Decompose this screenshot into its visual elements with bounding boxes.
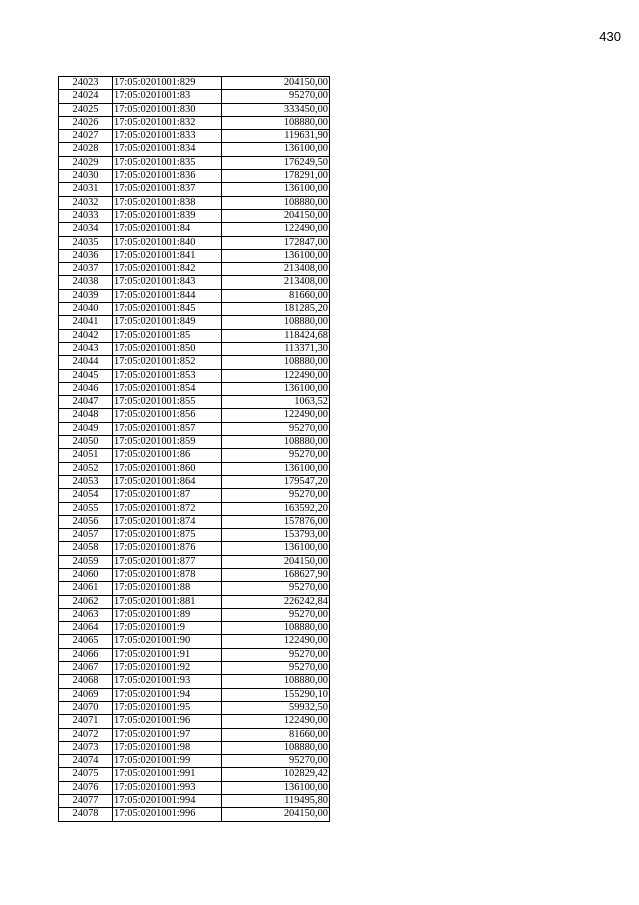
table-row bbox=[59, 741, 330, 754]
cadastral-value-cell: 119495,80 bbox=[222, 795, 330, 808]
table-row bbox=[59, 90, 330, 103]
cadastral-value-cell: 122490,00 bbox=[222, 635, 330, 648]
table-row bbox=[59, 249, 330, 262]
table-row bbox=[59, 675, 330, 688]
cadastral-number-cell: 17:05:0201001:836 bbox=[113, 170, 222, 183]
table-row bbox=[59, 768, 330, 781]
cadastral-number-cell: 17:05:0201001:853 bbox=[113, 369, 222, 382]
row-number-cell: 24023 bbox=[59, 77, 113, 90]
row-number-cell: 24046 bbox=[59, 382, 113, 395]
cadastral-number-cell: 17:05:0201001:872 bbox=[113, 502, 222, 515]
row-number-cell: 24027 bbox=[59, 130, 113, 143]
cadastral-value-cell: 163592,20 bbox=[222, 502, 330, 515]
cadastral-number-cell: 17:05:0201001:86 bbox=[113, 449, 222, 462]
row-number-cell: 24068 bbox=[59, 675, 113, 688]
table-row bbox=[59, 608, 330, 621]
row-number-cell: 24055 bbox=[59, 502, 113, 515]
row-number-cell: 24041 bbox=[59, 316, 113, 329]
cadastral-number-cell: 17:05:0201001:994 bbox=[113, 795, 222, 808]
cadastral-number-cell: 17:05:0201001:90 bbox=[113, 635, 222, 648]
cadastral-number-cell: 17:05:0201001:845 bbox=[113, 303, 222, 316]
table-row bbox=[59, 143, 330, 156]
cadastral-number-cell: 17:05:0201001:97 bbox=[113, 728, 222, 741]
cadastral-number-cell: 17:05:0201001:837 bbox=[113, 183, 222, 196]
cadastral-value-cell: 1063,52 bbox=[222, 396, 330, 409]
row-number-cell: 24056 bbox=[59, 515, 113, 528]
row-number-cell: 24024 bbox=[59, 90, 113, 103]
cadastral-number-cell: 17:05:0201001:830 bbox=[113, 103, 222, 116]
cadastral-value-cell: 333450,00 bbox=[222, 103, 330, 116]
cadastral-number-cell: 17:05:0201001:98 bbox=[113, 741, 222, 754]
table-row bbox=[59, 781, 330, 794]
row-number-cell: 24025 bbox=[59, 103, 113, 116]
table-row bbox=[59, 728, 330, 741]
row-number-cell: 24069 bbox=[59, 688, 113, 701]
table-row bbox=[59, 329, 330, 342]
cadastral-number-cell: 17:05:0201001:832 bbox=[113, 116, 222, 129]
cadastral-number-cell: 17:05:0201001:843 bbox=[113, 276, 222, 289]
row-number-cell: 24063 bbox=[59, 608, 113, 621]
cadastral-value-cell: 95270,00 bbox=[222, 755, 330, 768]
table-row bbox=[59, 582, 330, 595]
row-number-cell: 24070 bbox=[59, 701, 113, 714]
row-number-cell: 24030 bbox=[59, 170, 113, 183]
cadastral-number-cell: 17:05:0201001:834 bbox=[113, 143, 222, 156]
table-row bbox=[59, 475, 330, 488]
cadastral-value-cell: 176249,50 bbox=[222, 156, 330, 169]
cadastral-value-cell: 204150,00 bbox=[222, 555, 330, 568]
cadastral-number-cell: 17:05:0201001:844 bbox=[113, 289, 222, 302]
cadastral-value-cell: 136100,00 bbox=[222, 542, 330, 555]
cadastral-value-cell: 168627,90 bbox=[222, 568, 330, 581]
row-number-cell: 24042 bbox=[59, 329, 113, 342]
table-row bbox=[59, 595, 330, 608]
table-row bbox=[59, 568, 330, 581]
row-number-cell: 24047 bbox=[59, 396, 113, 409]
cadastral-number-cell: 17:05:0201001:83 bbox=[113, 90, 222, 103]
cadastral-value-cell: 204150,00 bbox=[222, 77, 330, 90]
cadastral-number-cell: 17:05:0201001:829 bbox=[113, 77, 222, 90]
cadastral-value-cell: 122490,00 bbox=[222, 369, 330, 382]
row-number-cell: 24037 bbox=[59, 263, 113, 276]
row-number-cell: 24043 bbox=[59, 342, 113, 355]
cadastral-number-cell: 17:05:0201001:849 bbox=[113, 316, 222, 329]
row-number-cell: 24051 bbox=[59, 449, 113, 462]
table-row bbox=[59, 542, 330, 555]
table-row bbox=[59, 356, 330, 369]
cadastral-number-cell: 17:05:0201001:95 bbox=[113, 701, 222, 714]
table-row bbox=[59, 701, 330, 714]
cadastral-number-cell: 17:05:0201001:89 bbox=[113, 608, 222, 621]
cadastral-number-cell: 17:05:0201001:854 bbox=[113, 382, 222, 395]
table-row bbox=[59, 130, 330, 143]
cadastral-number-cell: 17:05:0201001:860 bbox=[113, 462, 222, 475]
table-row bbox=[59, 462, 330, 475]
cadastral-value-cell: 204150,00 bbox=[222, 808, 330, 821]
cadastral-value-cell: 95270,00 bbox=[222, 662, 330, 675]
row-number-cell: 24078 bbox=[59, 808, 113, 821]
cadastral-value-cell: 95270,00 bbox=[222, 608, 330, 621]
cadastral-value-cell: 108880,00 bbox=[222, 622, 330, 635]
cadastral-number-cell: 17:05:0201001:93 bbox=[113, 675, 222, 688]
table-row bbox=[59, 156, 330, 169]
table-body bbox=[59, 77, 330, 822]
row-number-cell: 24029 bbox=[59, 156, 113, 169]
cadastral-number-cell: 17:05:0201001:881 bbox=[113, 595, 222, 608]
cadastral-number-cell: 17:05:0201001:85 bbox=[113, 329, 222, 342]
row-number-cell: 24074 bbox=[59, 755, 113, 768]
cadastral-value-cell: 172847,00 bbox=[222, 236, 330, 249]
cadastral-value-cell: 136100,00 bbox=[222, 143, 330, 156]
cadastral-number-cell: 17:05:0201001:855 bbox=[113, 396, 222, 409]
row-number-cell: 24057 bbox=[59, 529, 113, 542]
cadastral-number-cell: 17:05:0201001:88 bbox=[113, 582, 222, 595]
cadastral-number-cell: 17:05:0201001:878 bbox=[113, 568, 222, 581]
cadastral-number-cell: 17:05:0201001:841 bbox=[113, 249, 222, 262]
cadastral-number-cell: 17:05:0201001:996 bbox=[113, 808, 222, 821]
cadastral-value-cell: 213408,00 bbox=[222, 263, 330, 276]
row-number-cell: 24062 bbox=[59, 595, 113, 608]
cadastral-number-cell: 17:05:0201001:99 bbox=[113, 755, 222, 768]
cadastral-value-cell: 226242,84 bbox=[222, 595, 330, 608]
cadastral-number-cell: 17:05:0201001:839 bbox=[113, 209, 222, 222]
row-number-cell: 24038 bbox=[59, 276, 113, 289]
table-row bbox=[59, 369, 330, 382]
table-row bbox=[59, 236, 330, 249]
row-number-cell: 24032 bbox=[59, 196, 113, 209]
table-row bbox=[59, 449, 330, 462]
cadastral-number-cell: 17:05:0201001:833 bbox=[113, 130, 222, 143]
cadastral-number-cell: 17:05:0201001:874 bbox=[113, 515, 222, 528]
cadastral-number-cell: 17:05:0201001:835 bbox=[113, 156, 222, 169]
table-row bbox=[59, 555, 330, 568]
row-number-cell: 24052 bbox=[59, 462, 113, 475]
table-row bbox=[59, 170, 330, 183]
row-number-cell: 24071 bbox=[59, 715, 113, 728]
cadastral-value-cell: 153793,00 bbox=[222, 529, 330, 542]
row-number-cell: 24045 bbox=[59, 369, 113, 382]
row-number-cell: 24072 bbox=[59, 728, 113, 741]
cadastral-number-cell: 17:05:0201001:840 bbox=[113, 236, 222, 249]
cadastral-number-cell: 17:05:0201001:842 bbox=[113, 263, 222, 276]
table-row bbox=[59, 622, 330, 635]
table-row bbox=[59, 263, 330, 276]
cadastral-value-cell: 118424,68 bbox=[222, 329, 330, 342]
row-number-cell: 24066 bbox=[59, 648, 113, 661]
row-number-cell: 24028 bbox=[59, 143, 113, 156]
row-number-cell: 24050 bbox=[59, 436, 113, 449]
row-number-cell: 24067 bbox=[59, 662, 113, 675]
cadastral-number-cell: 17:05:0201001:859 bbox=[113, 436, 222, 449]
cadastral-number-cell: 17:05:0201001:96 bbox=[113, 715, 222, 728]
cadastral-value-cell: 95270,00 bbox=[222, 90, 330, 103]
cadastral-number-cell: 17:05:0201001:864 bbox=[113, 475, 222, 488]
cadastral-value-cell: 108880,00 bbox=[222, 436, 330, 449]
row-number-cell: 24036 bbox=[59, 249, 113, 262]
cadastral-value-cell: 181285,20 bbox=[222, 303, 330, 316]
row-number-cell: 24058 bbox=[59, 542, 113, 555]
cadastral-number-cell: 17:05:0201001:850 bbox=[113, 342, 222, 355]
table-row bbox=[59, 515, 330, 528]
table-row bbox=[59, 396, 330, 409]
table-row bbox=[59, 489, 330, 502]
cadastral-value-cell: 108880,00 bbox=[222, 116, 330, 129]
cadastral-value-cell: 136100,00 bbox=[222, 249, 330, 262]
cadastral-value-cell: 81660,00 bbox=[222, 728, 330, 741]
cadastral-number-cell: 17:05:0201001:84 bbox=[113, 223, 222, 236]
cadastral-value-cell: 108880,00 bbox=[222, 356, 330, 369]
cadastral-number-cell: 17:05:0201001:857 bbox=[113, 422, 222, 435]
cadastral-number-cell: 17:05:0201001:856 bbox=[113, 409, 222, 422]
table-row bbox=[59, 715, 330, 728]
cadastral-value-cell: 95270,00 bbox=[222, 449, 330, 462]
table-row bbox=[59, 316, 330, 329]
cadastral-value-cell: 122490,00 bbox=[222, 715, 330, 728]
table-row bbox=[59, 382, 330, 395]
row-number-cell: 24075 bbox=[59, 768, 113, 781]
cadastral-value-cell: 204150,00 bbox=[222, 209, 330, 222]
row-number-cell: 24060 bbox=[59, 568, 113, 581]
table-row bbox=[59, 662, 330, 675]
cadastral-value-cell: 108880,00 bbox=[222, 741, 330, 754]
row-number-cell: 24061 bbox=[59, 582, 113, 595]
cadastral-value-cell: 108880,00 bbox=[222, 196, 330, 209]
table-row bbox=[59, 116, 330, 129]
cadastral-value-cell: 136100,00 bbox=[222, 462, 330, 475]
cadastral-number-cell: 17:05:0201001:993 bbox=[113, 781, 222, 794]
cadastral-value-cell: 113371,30 bbox=[222, 342, 330, 355]
table-row bbox=[59, 223, 330, 236]
row-number-cell: 24026 bbox=[59, 116, 113, 129]
row-number-cell: 24053 bbox=[59, 475, 113, 488]
cadastral-value-cell: 119631,90 bbox=[222, 130, 330, 143]
cadastral-value-cell: 136100,00 bbox=[222, 781, 330, 794]
cadastral-value-cell: 122490,00 bbox=[222, 409, 330, 422]
table-row bbox=[59, 648, 330, 661]
cadastral-number-cell: 17:05:0201001:991 bbox=[113, 768, 222, 781]
row-number-cell: 24039 bbox=[59, 289, 113, 302]
row-number-cell: 24033 bbox=[59, 209, 113, 222]
table-row bbox=[59, 209, 330, 222]
table-row bbox=[59, 276, 330, 289]
table-row bbox=[59, 422, 330, 435]
cadastral-number-cell: 17:05:0201001:852 bbox=[113, 356, 222, 369]
cadastral-value-cell: 178291,00 bbox=[222, 170, 330, 183]
cadastral-number-cell: 17:05:0201001:94 bbox=[113, 688, 222, 701]
cadastral-value-table bbox=[58, 76, 330, 822]
table-row bbox=[59, 808, 330, 821]
table-row bbox=[59, 436, 330, 449]
row-number-cell: 24064 bbox=[59, 622, 113, 635]
table-row bbox=[59, 635, 330, 648]
row-number-cell: 24073 bbox=[59, 741, 113, 754]
cadastral-number-cell: 17:05:0201001:87 bbox=[113, 489, 222, 502]
cadastral-value-cell: 95270,00 bbox=[222, 648, 330, 661]
cadastral-value-cell: 157876,00 bbox=[222, 515, 330, 528]
table-row bbox=[59, 529, 330, 542]
cadastral-value-cell: 95270,00 bbox=[222, 422, 330, 435]
row-number-cell: 24034 bbox=[59, 223, 113, 236]
row-number-cell: 24065 bbox=[59, 635, 113, 648]
cadastral-value-cell: 102829,42 bbox=[222, 768, 330, 781]
row-number-cell: 24031 bbox=[59, 183, 113, 196]
cadastral-value-cell: 95270,00 bbox=[222, 489, 330, 502]
cadastral-number-cell: 17:05:0201001:91 bbox=[113, 648, 222, 661]
page-number: 430 bbox=[599, 29, 621, 44]
table-row bbox=[59, 755, 330, 768]
table-row bbox=[59, 196, 330, 209]
cadastral-number-cell: 17:05:0201001:838 bbox=[113, 196, 222, 209]
cadastral-number-cell: 17:05:0201001:875 bbox=[113, 529, 222, 542]
cadastral-value-cell: 136100,00 bbox=[222, 183, 330, 196]
row-number-cell: 24035 bbox=[59, 236, 113, 249]
row-number-cell: 24040 bbox=[59, 303, 113, 316]
row-number-cell: 24076 bbox=[59, 781, 113, 794]
cadastral-value-cell: 155290,10 bbox=[222, 688, 330, 701]
table-row bbox=[59, 289, 330, 302]
table-row bbox=[59, 795, 330, 808]
row-number-cell: 24048 bbox=[59, 409, 113, 422]
cadastral-value-cell: 108880,00 bbox=[222, 675, 330, 688]
cadastral-value-cell: 122490,00 bbox=[222, 223, 330, 236]
table-row bbox=[59, 103, 330, 116]
table-row bbox=[59, 502, 330, 515]
cadastral-number-cell: 17:05:0201001:9 bbox=[113, 622, 222, 635]
table-row bbox=[59, 688, 330, 701]
cadastral-number-cell: 17:05:0201001:877 bbox=[113, 555, 222, 568]
row-number-cell: 24054 bbox=[59, 489, 113, 502]
row-number-cell: 24049 bbox=[59, 422, 113, 435]
table-row bbox=[59, 77, 330, 90]
cadastral-number-cell: 17:05:0201001:876 bbox=[113, 542, 222, 555]
cadastral-value-cell: 81660,00 bbox=[222, 289, 330, 302]
cadastral-value-cell: 59932,50 bbox=[222, 701, 330, 714]
row-number-cell: 24059 bbox=[59, 555, 113, 568]
row-number-cell: 24077 bbox=[59, 795, 113, 808]
table-row bbox=[59, 183, 330, 196]
table-row bbox=[59, 303, 330, 316]
table-row bbox=[59, 409, 330, 422]
row-number-cell: 24044 bbox=[59, 356, 113, 369]
cadastral-value-cell: 136100,00 bbox=[222, 382, 330, 395]
cadastral-value-cell: 95270,00 bbox=[222, 582, 330, 595]
cadastral-value-cell: 179547,20 bbox=[222, 475, 330, 488]
cadastral-number-cell: 17:05:0201001:92 bbox=[113, 662, 222, 675]
cadastral-value-cell: 108880,00 bbox=[222, 316, 330, 329]
cadastral-value-cell: 213408,00 bbox=[222, 276, 330, 289]
table-row bbox=[59, 342, 330, 355]
